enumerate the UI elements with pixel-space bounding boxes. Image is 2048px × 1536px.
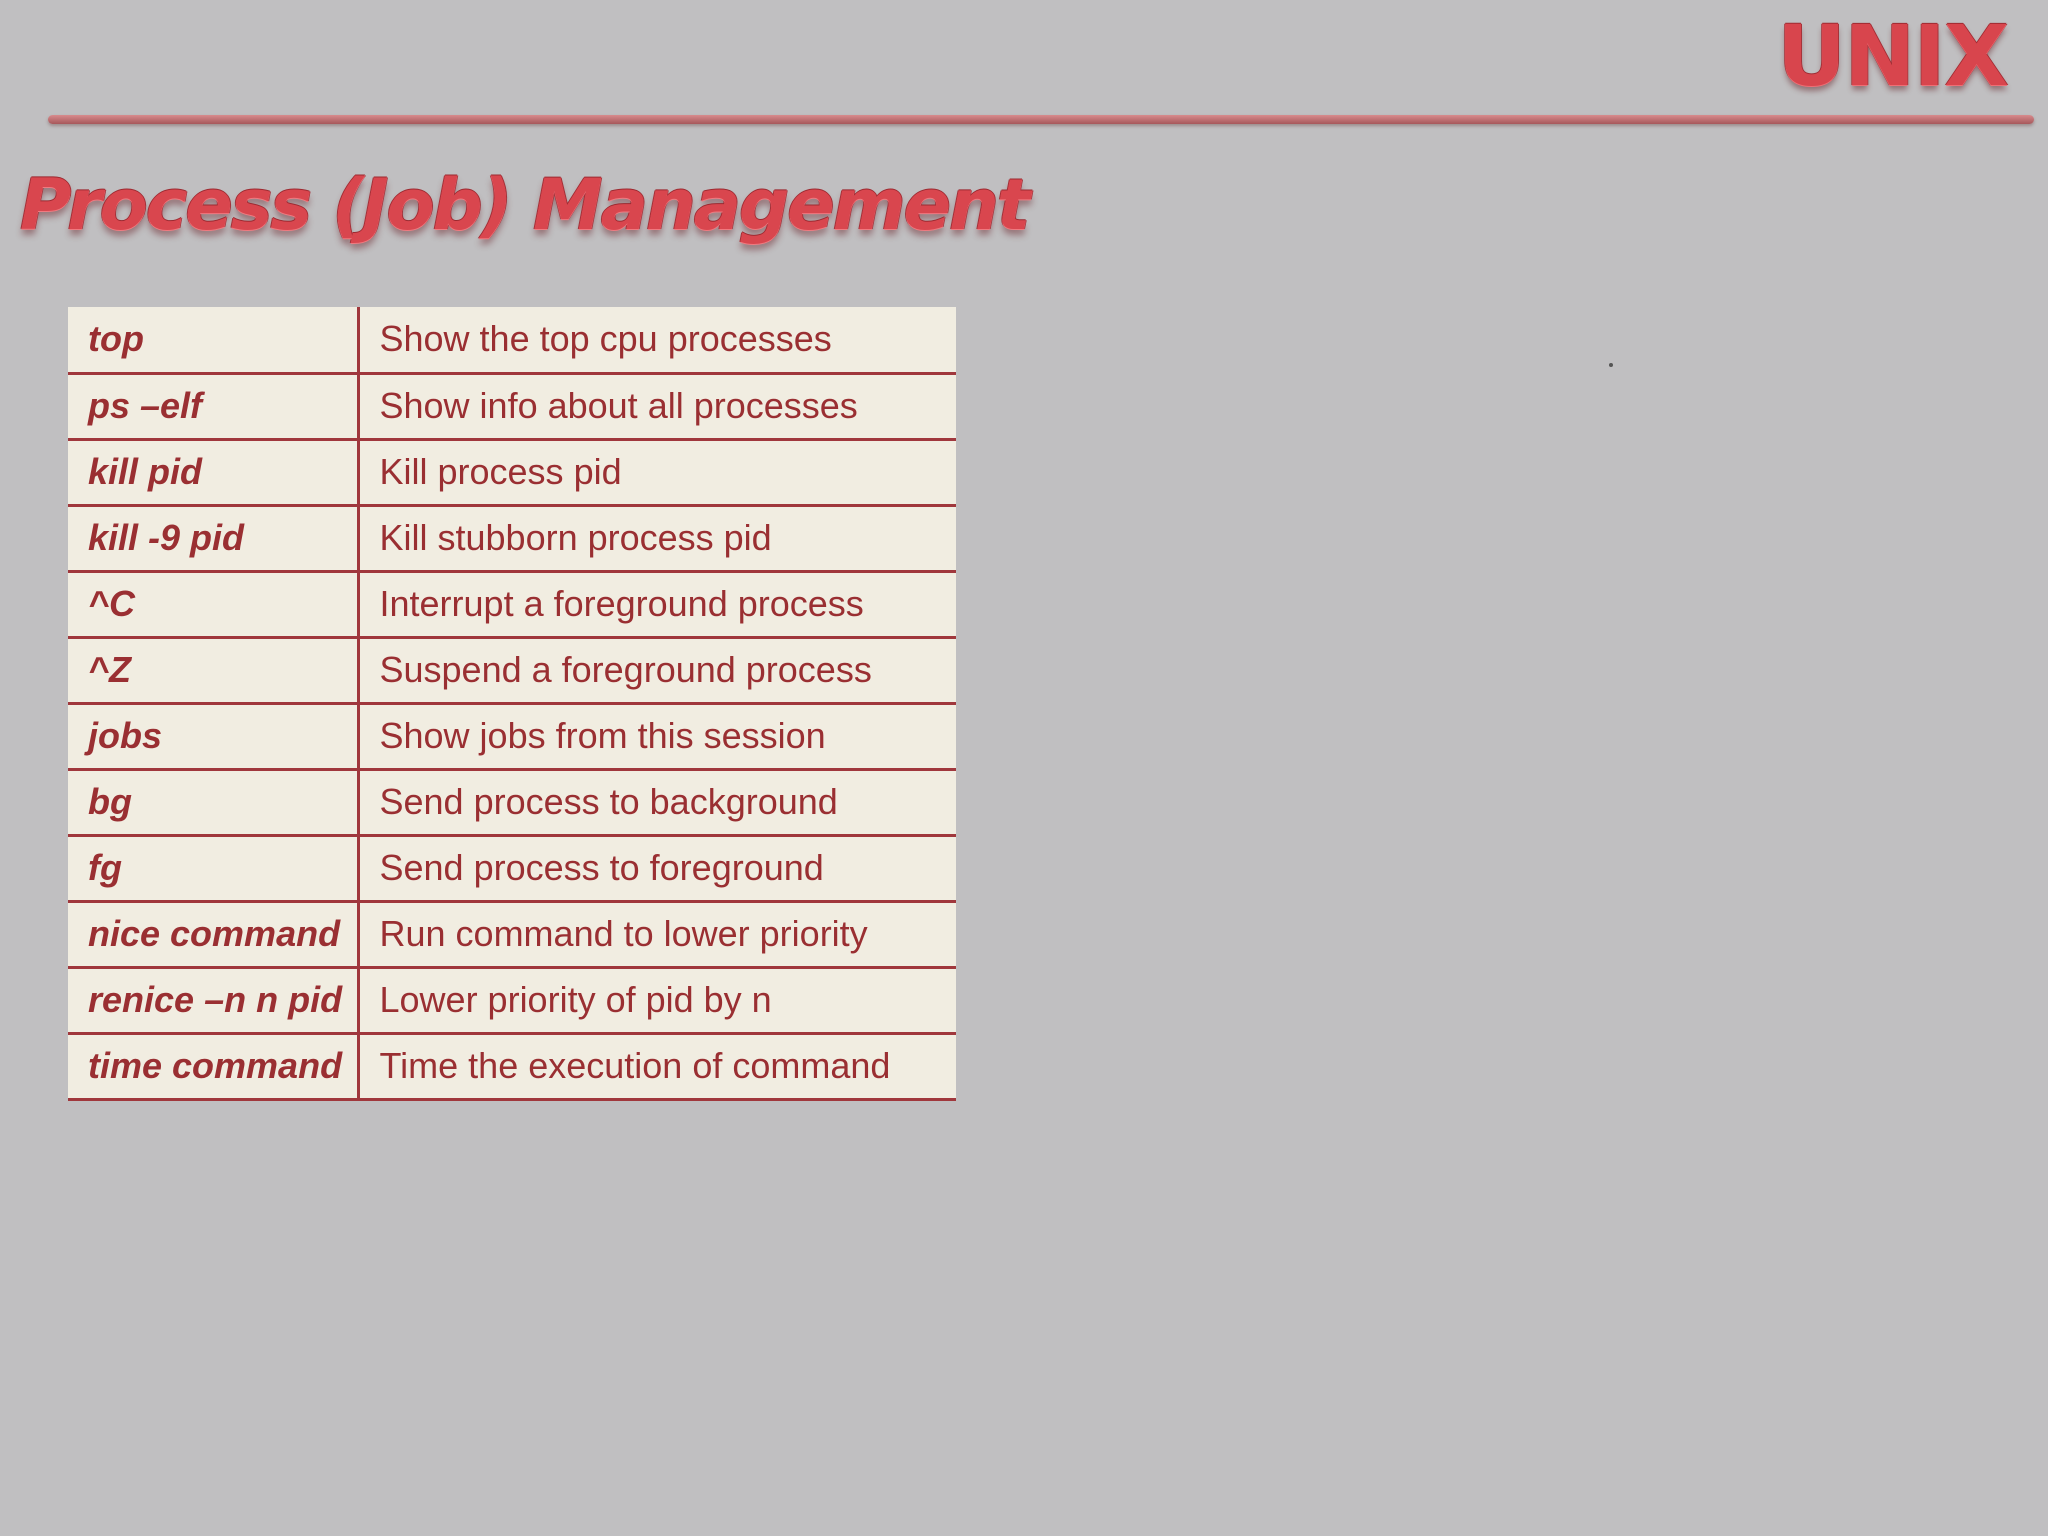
command-cell: bg <box>68 769 358 835</box>
command-cell: kill -9 pid <box>68 505 358 571</box>
description-cell: Lower priority of pid by n <box>358 967 956 1033</box>
command-cell: top <box>68 307 358 373</box>
table-row <box>68 703 956 769</box>
command-cell: ^C <box>68 571 358 637</box>
table-row <box>68 637 956 703</box>
table-row <box>68 307 956 373</box>
slide-title: Process (Job) Management <box>20 164 1029 246</box>
header-divider <box>48 115 2034 124</box>
command-cell: jobs <box>68 703 358 769</box>
command-cell: time command <box>68 1033 358 1099</box>
description-cell: Show info about all processes <box>358 373 956 439</box>
description-cell: Suspend a foreground process <box>358 637 956 703</box>
command-cell: ^Z <box>68 637 358 703</box>
table-row <box>68 769 956 835</box>
description-cell: Send process to background <box>358 769 956 835</box>
description-cell: Kill process pid <box>358 439 956 505</box>
description-cell: Interrupt a foreground process <box>358 571 956 637</box>
command-cell: fg <box>68 835 358 901</box>
command-cell: ps –elf <box>68 373 358 439</box>
table-row <box>68 835 956 901</box>
command-cell: kill pid <box>68 439 358 505</box>
table-row <box>68 505 956 571</box>
description-cell: Show jobs from this session <box>358 703 956 769</box>
table-row <box>68 1033 956 1099</box>
command-cell: nice command <box>68 901 358 967</box>
table-row <box>68 901 956 967</box>
table-row <box>68 571 956 637</box>
brand-logo: UNIX <box>1777 7 2008 105</box>
description-cell: Kill stubborn process pid <box>358 505 956 571</box>
description-cell: Send process to foreground <box>358 835 956 901</box>
speck-dot <box>1609 363 1613 367</box>
commands-table <box>68 307 956 1101</box>
description-cell: Run command to lower priority <box>358 901 956 967</box>
command-cell: renice –n n pid <box>68 967 358 1033</box>
table-row <box>68 967 956 1033</box>
table-row <box>68 373 956 439</box>
description-cell: Time the execution of command <box>358 1033 956 1099</box>
description-cell: Show the top cpu processes <box>358 307 956 373</box>
table-row <box>68 439 956 505</box>
